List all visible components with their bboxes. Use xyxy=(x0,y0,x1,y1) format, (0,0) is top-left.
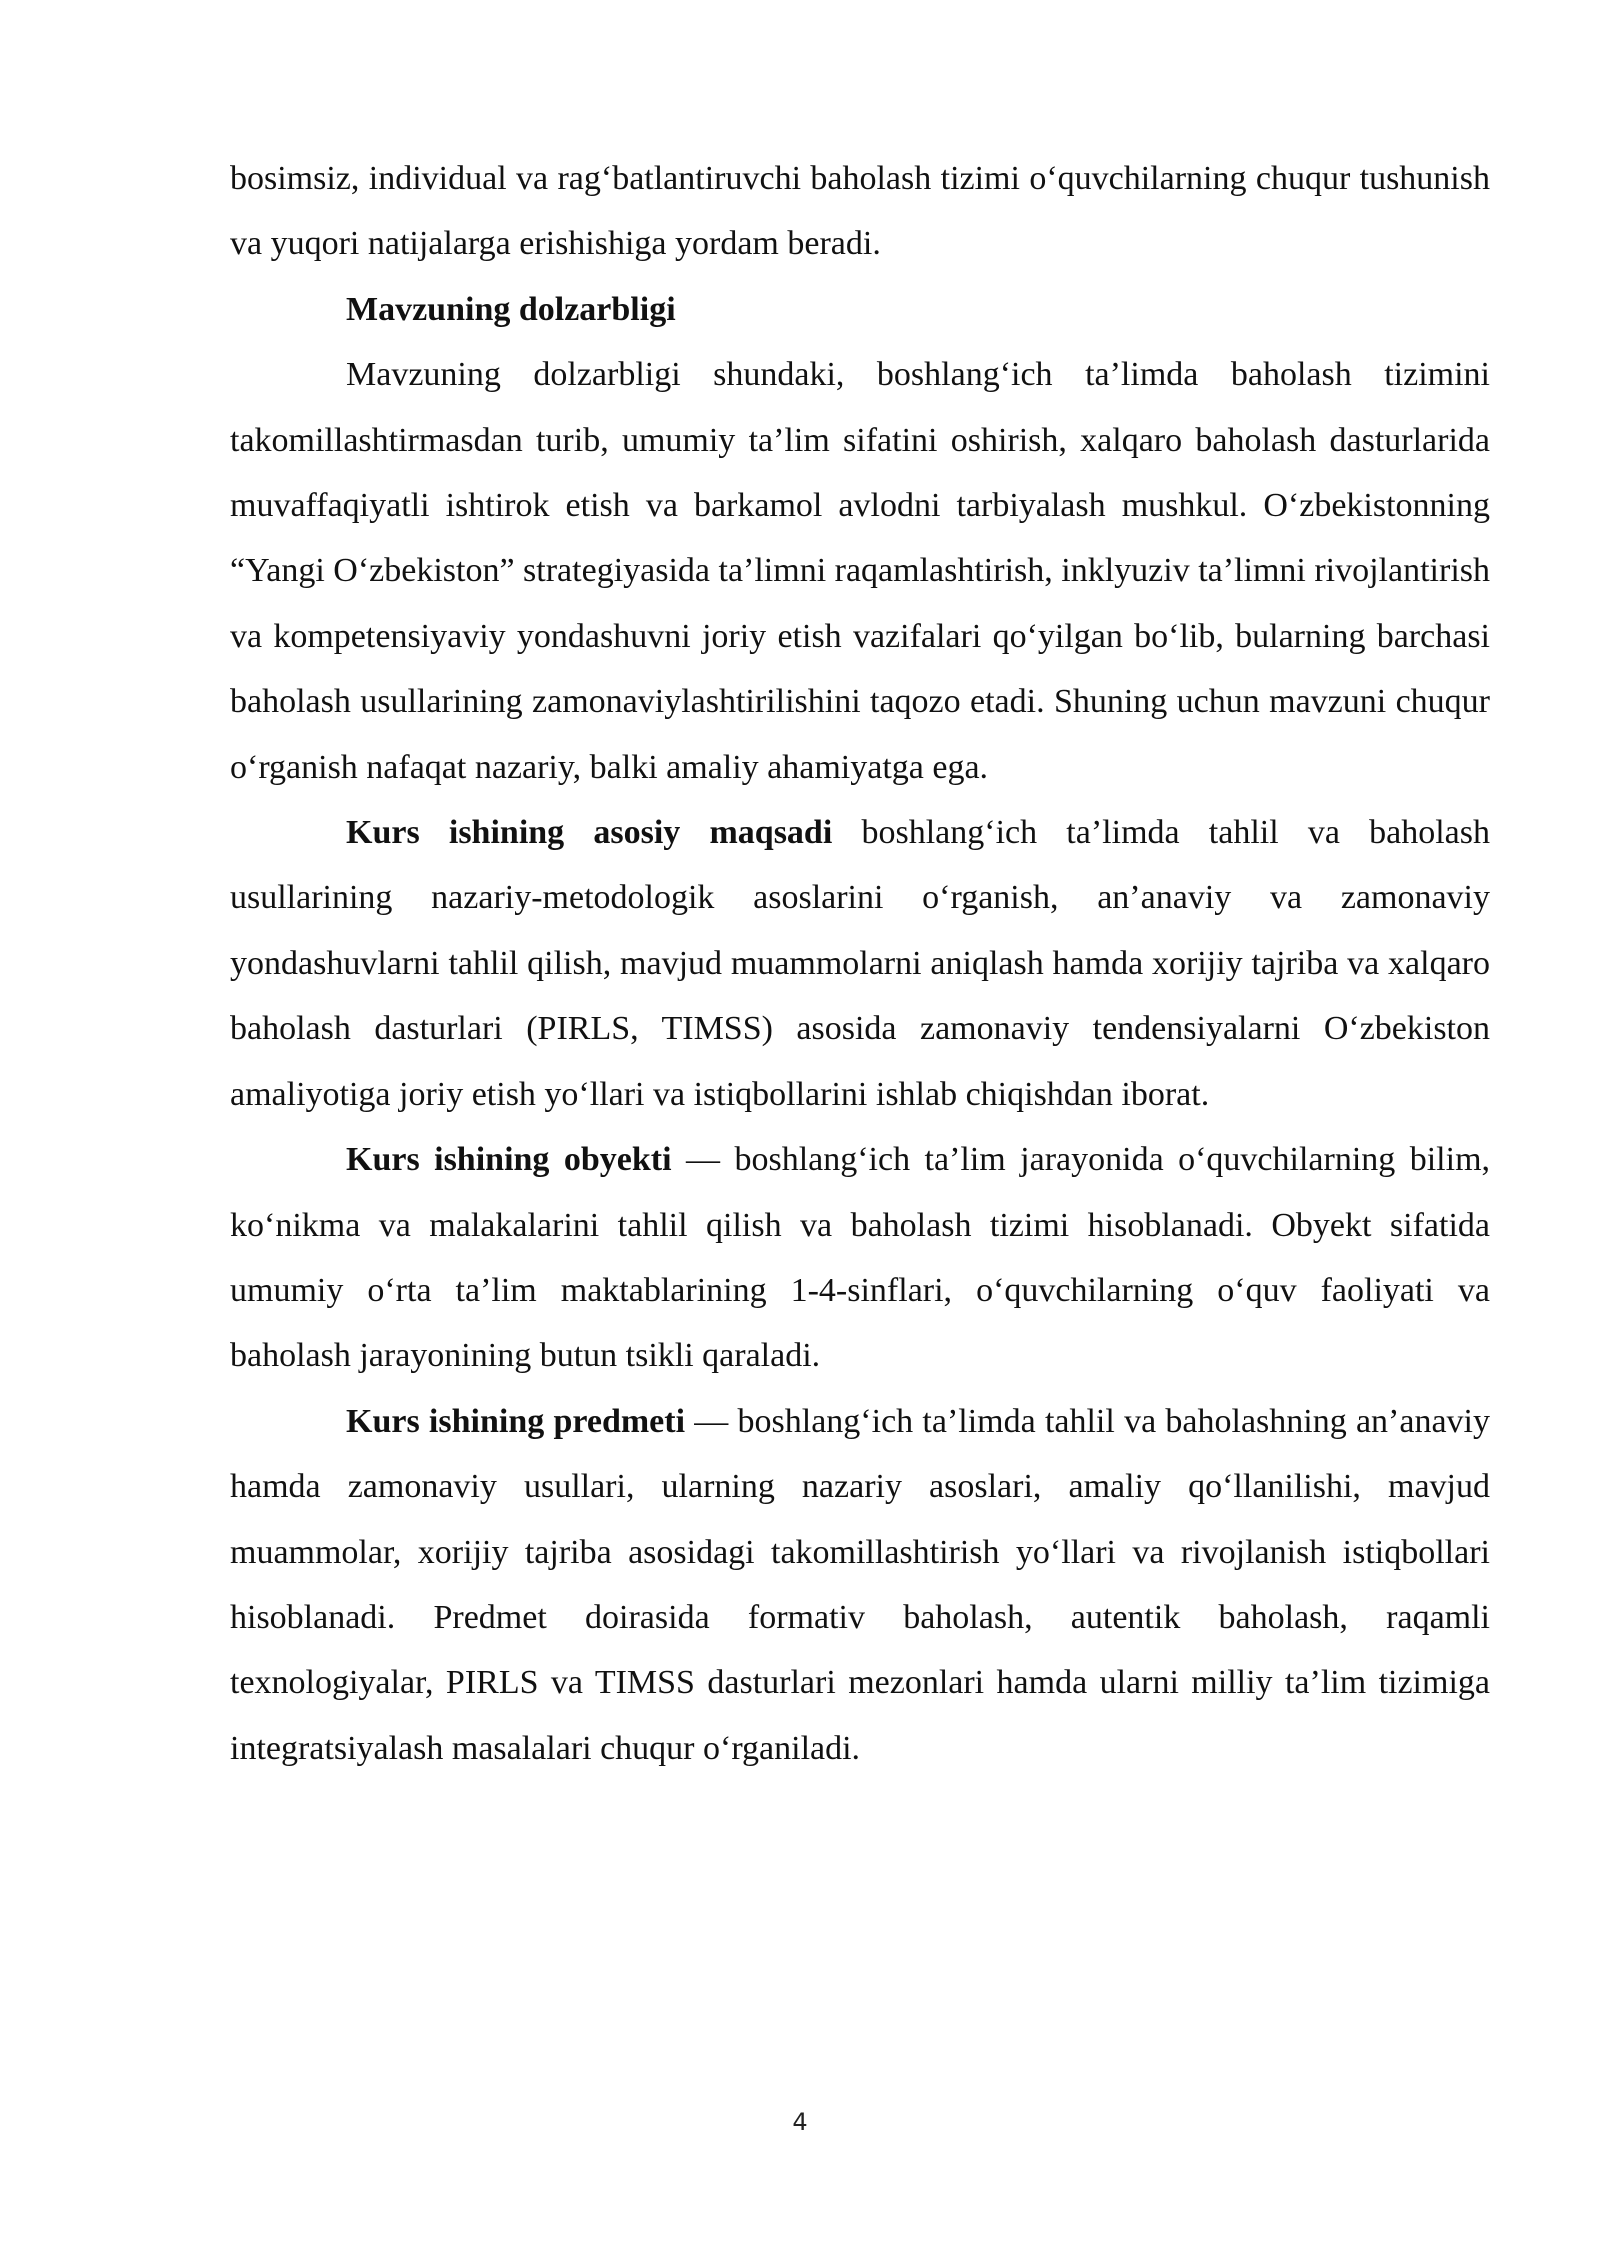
goal-text: boshlang‘ich ta’limda tahlil va baholash usullarining nazariy-metodologik asoslarini o‘rganish, an’anaviy va zamonaviy yondashuvlarni tahlil qilish, mavjud muammolarni aniqlash hamda xorijiy tajriba va xalqaro baholash dasturlari (PIRLS, TIMSS) asosida zamonaviy tendensiyalarni O‘zbekiston amaliyotiga joriy etish yo‘llari va istiqbollarini ishlab chiqishdan iborat. xyxy=(230,814,1491,1113)
document-page xyxy=(230,146,1490,1781)
page-number: 4 xyxy=(792,2108,808,2136)
subject-text: — boshlang‘ich ta’limda tahlil va baholashning an’anaviy hamda zamonaviy usullari, ularning nazariy asoslari, amaliy qo‘llanilishi, mavjud muammolar, xorijiy tajriba asosidagi takomillashtirish yo‘llari va rivojlanish istiqbollari hisoblanadi. Predmet doirasida formativ baholash, autentik baholash, raqamli texnologiyalar, PIRLS va TIMSS dasturlari mezonlari hamda ularni milliy ta’lim tizimiga integratsiyalash masalalari chuqur o‘rganiladi. xyxy=(230,1402,1491,1767)
relevance-heading: Mavzuning dolzarbligi xyxy=(346,290,676,328)
continuation-paragraph: bosimsiz, individual va rag‘batlantiruvchi baholash tizimi o‘quvchilarning chuqur tushunish va yuqori natijalarga erishishiga yordam beradi. xyxy=(230,160,1490,263)
subject-paragraph xyxy=(230,1389,1490,1781)
object-text: — boshlang‘ich ta’lim jarayonida o‘quvchilarning bilim, ko‘nikma va malakalarini tahlil qilish va baholash tizimi hisoblanadi. Obyekt sifatida umumiy o‘rta ta’lim maktablarining 1-4-sinflari, o‘quvchilarning o‘quv faoliyati va baholash jarayonining butun tsikli qaraladi. xyxy=(230,1141,1491,1375)
subject-label: Kurs ishining predmeti xyxy=(346,1402,686,1440)
relevance-paragraph: Mavzuning dolzarbligi shundaki, boshlang‘ich ta’limda baholash tizimini takomillashtirmasdan turib, umumiy ta’lim sifatini oshirish, xalqaro baholash dasturlarida muvaffaqiyatli ishtirok etish va barkamol avlodni tarbiyalash mushkul. O‘zbekistonning “Yangi O‘zbekiston” strategiyasida ta’limni raqamlashtirish, inklyuziv ta’limni rivojlantirish va kompetensiyaviy yondashuvni joriy etish vazifalari qo‘yilgan bo‘lib, bularning barchasi baholash usullarining zamonaviylashtirilishini taqozo etadi. Shuning uchun mavzuni chuqur o‘rganish nafaqat nazariy, balki amaliy ahamiyatga ega. xyxy=(230,356,1490,786)
object-label: Kurs ishining obyekti xyxy=(346,1141,672,1179)
goal-label: Kurs ishining asosiy maqsadi xyxy=(346,814,833,852)
goal-paragraph xyxy=(230,800,1490,1127)
object-paragraph xyxy=(230,1127,1490,1389)
